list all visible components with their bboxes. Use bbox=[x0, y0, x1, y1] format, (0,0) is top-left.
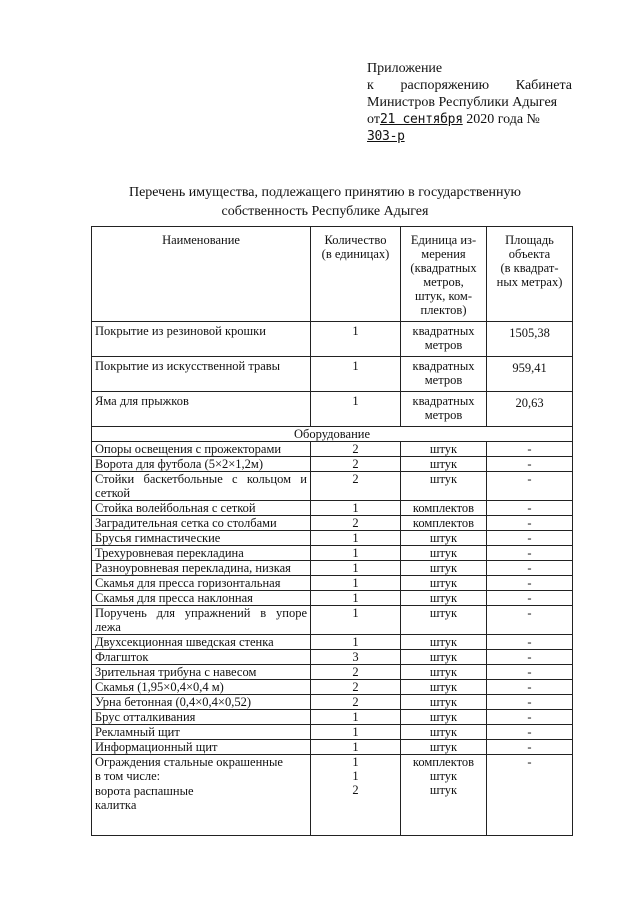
cell-name: Разноуровневая перекладина, низкая bbox=[92, 561, 311, 576]
cell-area: - bbox=[487, 650, 573, 665]
handwritten-date: 21 сентября bbox=[379, 112, 463, 127]
year-text: 2020 года № bbox=[462, 112, 540, 127]
property-table bbox=[91, 226, 573, 836]
appendix-line3: Министров Республики Адыгея bbox=[367, 95, 558, 110]
cell-qty: 2 bbox=[311, 472, 401, 501]
cell-name: Трехуровневая перекладина bbox=[92, 546, 311, 561]
cell-name: Двухсекционная шведская стенка bbox=[92, 635, 311, 650]
cell-unit: штук bbox=[401, 695, 487, 710]
table-row bbox=[92, 740, 573, 755]
header-unit: Единица из- мерения (квадратных метров, штук, ком- плектов) bbox=[401, 227, 487, 322]
cell-area: - bbox=[487, 516, 573, 531]
cell-area: - bbox=[487, 606, 573, 635]
cell-qty: 1 bbox=[311, 725, 401, 740]
table-row bbox=[92, 650, 573, 665]
table-header-row bbox=[92, 227, 573, 322]
cell-area: - bbox=[487, 457, 573, 472]
cell-unit: штук bbox=[401, 635, 487, 650]
cell-unit: штук bbox=[401, 591, 487, 606]
cell-unit: штук bbox=[401, 680, 487, 695]
cell-unit: штук bbox=[401, 531, 487, 546]
table-row bbox=[92, 680, 573, 695]
appendix-line2 bbox=[367, 77, 572, 94]
table-row bbox=[92, 531, 573, 546]
cell-name: Заградительная сетка со столбами bbox=[92, 516, 311, 531]
table-row bbox=[92, 635, 573, 650]
cell-name: Информационный щит bbox=[92, 740, 311, 755]
cell-area: - bbox=[487, 442, 573, 457]
table-row: Покрытие из искусственной травы 1 квадратных метров 959,41 bbox=[92, 357, 573, 392]
cell-area: - bbox=[487, 561, 573, 576]
table-row bbox=[92, 561, 573, 576]
section-title: Оборудование bbox=[92, 427, 573, 442]
cell-qty: 1 bbox=[311, 546, 401, 561]
cell-name: Флагшток bbox=[92, 650, 311, 665]
cell-qty: 1 bbox=[311, 531, 401, 546]
table-row bbox=[92, 472, 573, 501]
cell-qty: 1 bbox=[311, 501, 401, 516]
cell-name: Брусья гимнастические bbox=[92, 531, 311, 546]
table-row bbox=[92, 576, 573, 591]
cell-name: Урна бетонная (0,4×0,4×0,52) bbox=[92, 695, 311, 710]
header-name: Наименование bbox=[92, 227, 311, 322]
cell-area: - bbox=[487, 501, 573, 516]
cell-area: - bbox=[487, 740, 573, 755]
title-line2: собственность Республике Адыгея bbox=[221, 204, 429, 219]
cell-qty: 1 bbox=[311, 635, 401, 650]
cell-qty: 2 bbox=[311, 665, 401, 680]
cell-area: - bbox=[487, 680, 573, 695]
cell-qty: 3 bbox=[311, 650, 401, 665]
cell-unit: комплектов bbox=[401, 516, 487, 531]
cell-area: - bbox=[487, 531, 573, 546]
table-row bbox=[92, 501, 573, 516]
table-row bbox=[92, 665, 573, 680]
appendix-block bbox=[367, 60, 572, 145]
date-prefix: от bbox=[367, 112, 380, 127]
cell-unit: штук bbox=[401, 740, 487, 755]
cell-area: - bbox=[487, 591, 573, 606]
cell-qty: 2 bbox=[311, 442, 401, 457]
cell-name: Ворота для футбола (5×2×1,2м) bbox=[92, 457, 311, 472]
cell-name: Опоры освещения с прожекторами bbox=[92, 442, 311, 457]
table-row bbox=[92, 516, 573, 531]
appendix-line1: Приложение bbox=[367, 61, 443, 76]
cell-area: - bbox=[487, 635, 573, 650]
cell-unit: штук bbox=[401, 650, 487, 665]
table-row bbox=[92, 725, 573, 740]
table-row bbox=[92, 457, 573, 472]
cell-name: Рекламный щит bbox=[92, 725, 311, 740]
cell-qty: 2 bbox=[311, 695, 401, 710]
cell-name: Скамья (1,95×0,4×0,4 м) bbox=[92, 680, 311, 695]
cell-name: Стойки баскетбольные с кольцом и сеткой bbox=[92, 472, 311, 501]
cell-area: - bbox=[487, 546, 573, 561]
title-line1: Перечень имущества, подлежащего принятию в государственную bbox=[128, 185, 521, 200]
cell-area: - bbox=[487, 695, 573, 710]
header-area: Площадь объекта (в квадрат- ных метрах) bbox=[487, 227, 573, 322]
table-row bbox=[92, 591, 573, 606]
table-row: Яма для прыжков 1 квадратных метров 20,63 bbox=[92, 392, 573, 427]
header-qty: Количество (в единицах) bbox=[311, 227, 401, 322]
cell-qty: 2 bbox=[311, 680, 401, 695]
document-title bbox=[95, 183, 555, 221]
cell-area: - bbox=[487, 710, 573, 725]
cell-unit: штук bbox=[401, 710, 487, 725]
table-row bbox=[92, 695, 573, 710]
appendix-line2-right: Кабинета bbox=[515, 78, 572, 93]
cell-name: Скамья для пресса горизонтальная bbox=[92, 576, 311, 591]
table-row: Ограждения стальные окрашенные в том числе: ворота распашные калитка 1 1 2 комплектов штук штук - bbox=[92, 755, 573, 836]
cell-area: - bbox=[487, 725, 573, 740]
cell-unit: штук bbox=[401, 725, 487, 740]
appendix-line2-left: к bbox=[367, 78, 374, 93]
cell-name: Брус отталкивания bbox=[92, 710, 311, 725]
handwritten-number: 303-р bbox=[367, 129, 405, 144]
cell-unit: штук bbox=[401, 606, 487, 635]
table-row bbox=[92, 546, 573, 561]
table-row: Покрытие из резиновой крошки 1 квадратных метров 1505,38 bbox=[92, 322, 573, 357]
cell-name: Зрительная трибуна с навесом bbox=[92, 665, 311, 680]
table-row bbox=[92, 710, 573, 725]
table-row bbox=[92, 442, 573, 457]
cell-unit: комплектов bbox=[401, 501, 487, 516]
cell-qty: 1 bbox=[311, 591, 401, 606]
cell-unit: штук bbox=[401, 561, 487, 576]
cell-unit: штук bbox=[401, 546, 487, 561]
cell-name: Стойка волейбольная с сеткой bbox=[92, 501, 311, 516]
cell-unit: штук bbox=[401, 576, 487, 591]
cell-unit: штук bbox=[401, 665, 487, 680]
cell-area: - bbox=[487, 665, 573, 680]
cell-unit: штук bbox=[401, 442, 487, 457]
cell-qty: 1 bbox=[311, 576, 401, 591]
cell-qty: 1 bbox=[311, 606, 401, 635]
cell-name: Скамья для пресса наклонная bbox=[92, 591, 311, 606]
cell-qty: 1 bbox=[311, 740, 401, 755]
section-row bbox=[92, 427, 573, 442]
appendix-line4 bbox=[367, 111, 572, 145]
cell-unit: штук bbox=[401, 457, 487, 472]
cell-qty: 1 bbox=[311, 561, 401, 576]
cell-area: - bbox=[487, 576, 573, 591]
cell-unit: штук bbox=[401, 472, 487, 501]
cell-name: Поручень для упражнений в упоре лежа bbox=[92, 606, 311, 635]
equipment-rows bbox=[92, 442, 573, 755]
appendix-line2-mid: распоряжению bbox=[400, 78, 490, 93]
cell-qty: 1 bbox=[311, 710, 401, 725]
cell-qty: 2 bbox=[311, 457, 401, 472]
cell-area: - bbox=[487, 472, 573, 501]
cell-qty: 2 bbox=[311, 516, 401, 531]
table-row bbox=[92, 606, 573, 635]
